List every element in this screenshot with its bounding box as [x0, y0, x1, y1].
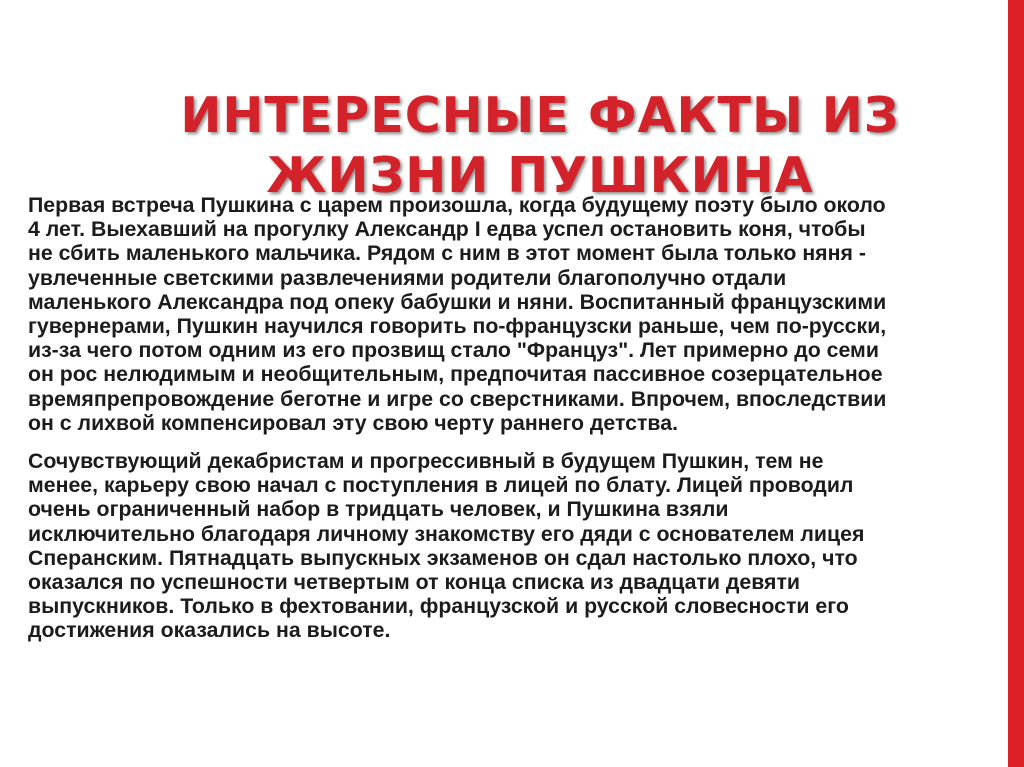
slide-title: [180, 86, 900, 206]
accent-bar: [1008, 0, 1024, 767]
text-line: он с лихвой компенсировал эту свою черту раннего детства.: [28, 410, 678, 435]
text-line: исключительно благодаря личному знакомству его дяди с основателем лицея: [28, 521, 865, 546]
text-line: времяпрепровождение беготне и игре со сверстниками. Впрочем, впоследствии: [28, 386, 887, 411]
text-line: достижения оказались на высоте.: [28, 618, 391, 643]
text-line: он рос нелюдимым и необщительным, предпочитая пассивное созерцательное: [28, 362, 883, 387]
text-line: очень ограниченный набор в тридцать человек, и Пушкина взяли: [28, 497, 729, 522]
text-line: оказался по успешности четвертым от конца списка из двадцати девяти: [28, 570, 800, 595]
text-line: выпускников. Только в фехтовании, французской и русской словесности его: [28, 594, 849, 619]
paragraph-lyceum: [28, 449, 1004, 643]
text-line: увлеченные светскими развлечениями родители благополучно отдали: [28, 265, 787, 290]
text-line: Первая встреча Пушкина с царем произошла, когда будущему поэту было около: [28, 193, 886, 217]
slide-body: [28, 193, 1004, 657]
paragraph-childhood: [28, 193, 1004, 435]
text-line: из-за чего потом одним из его прозвищ стало "Француз". Лет примерно до семи: [28, 338, 879, 363]
title-line: ИНТЕРЕСНЫЕ ФАКТЫ ИЗ: [180, 87, 900, 144]
text-line: Сочувствующий декабристам и прогрессивный в будущем Пушкин, тем не: [28, 449, 824, 474]
text-line: 4 лет. Выехавший на прогулку Александр I едва успел остановить коня, чтобы: [28, 217, 866, 242]
title-line: ЖИЗНИ ПУШКИНА: [266, 147, 814, 204]
text-line: не сбить маленького мальчика. Рядом с ним в этот момент была только няня -: [28, 241, 866, 266]
text-line: менее, карьеру свою начал с поступления в лицей по блату. Лицей проводил: [28, 473, 854, 498]
text-line: Сперанским. Пятнадцать выпускных экзаменов он сдал настолько плохо, что: [28, 545, 858, 570]
text-line: маленького Александра под опеку бабушки и няни. Воспитанный французскими: [28, 289, 887, 314]
text-line: гувернерами, Пушкин научился говорить по-французски раньше, чем по-русски,: [28, 314, 887, 339]
